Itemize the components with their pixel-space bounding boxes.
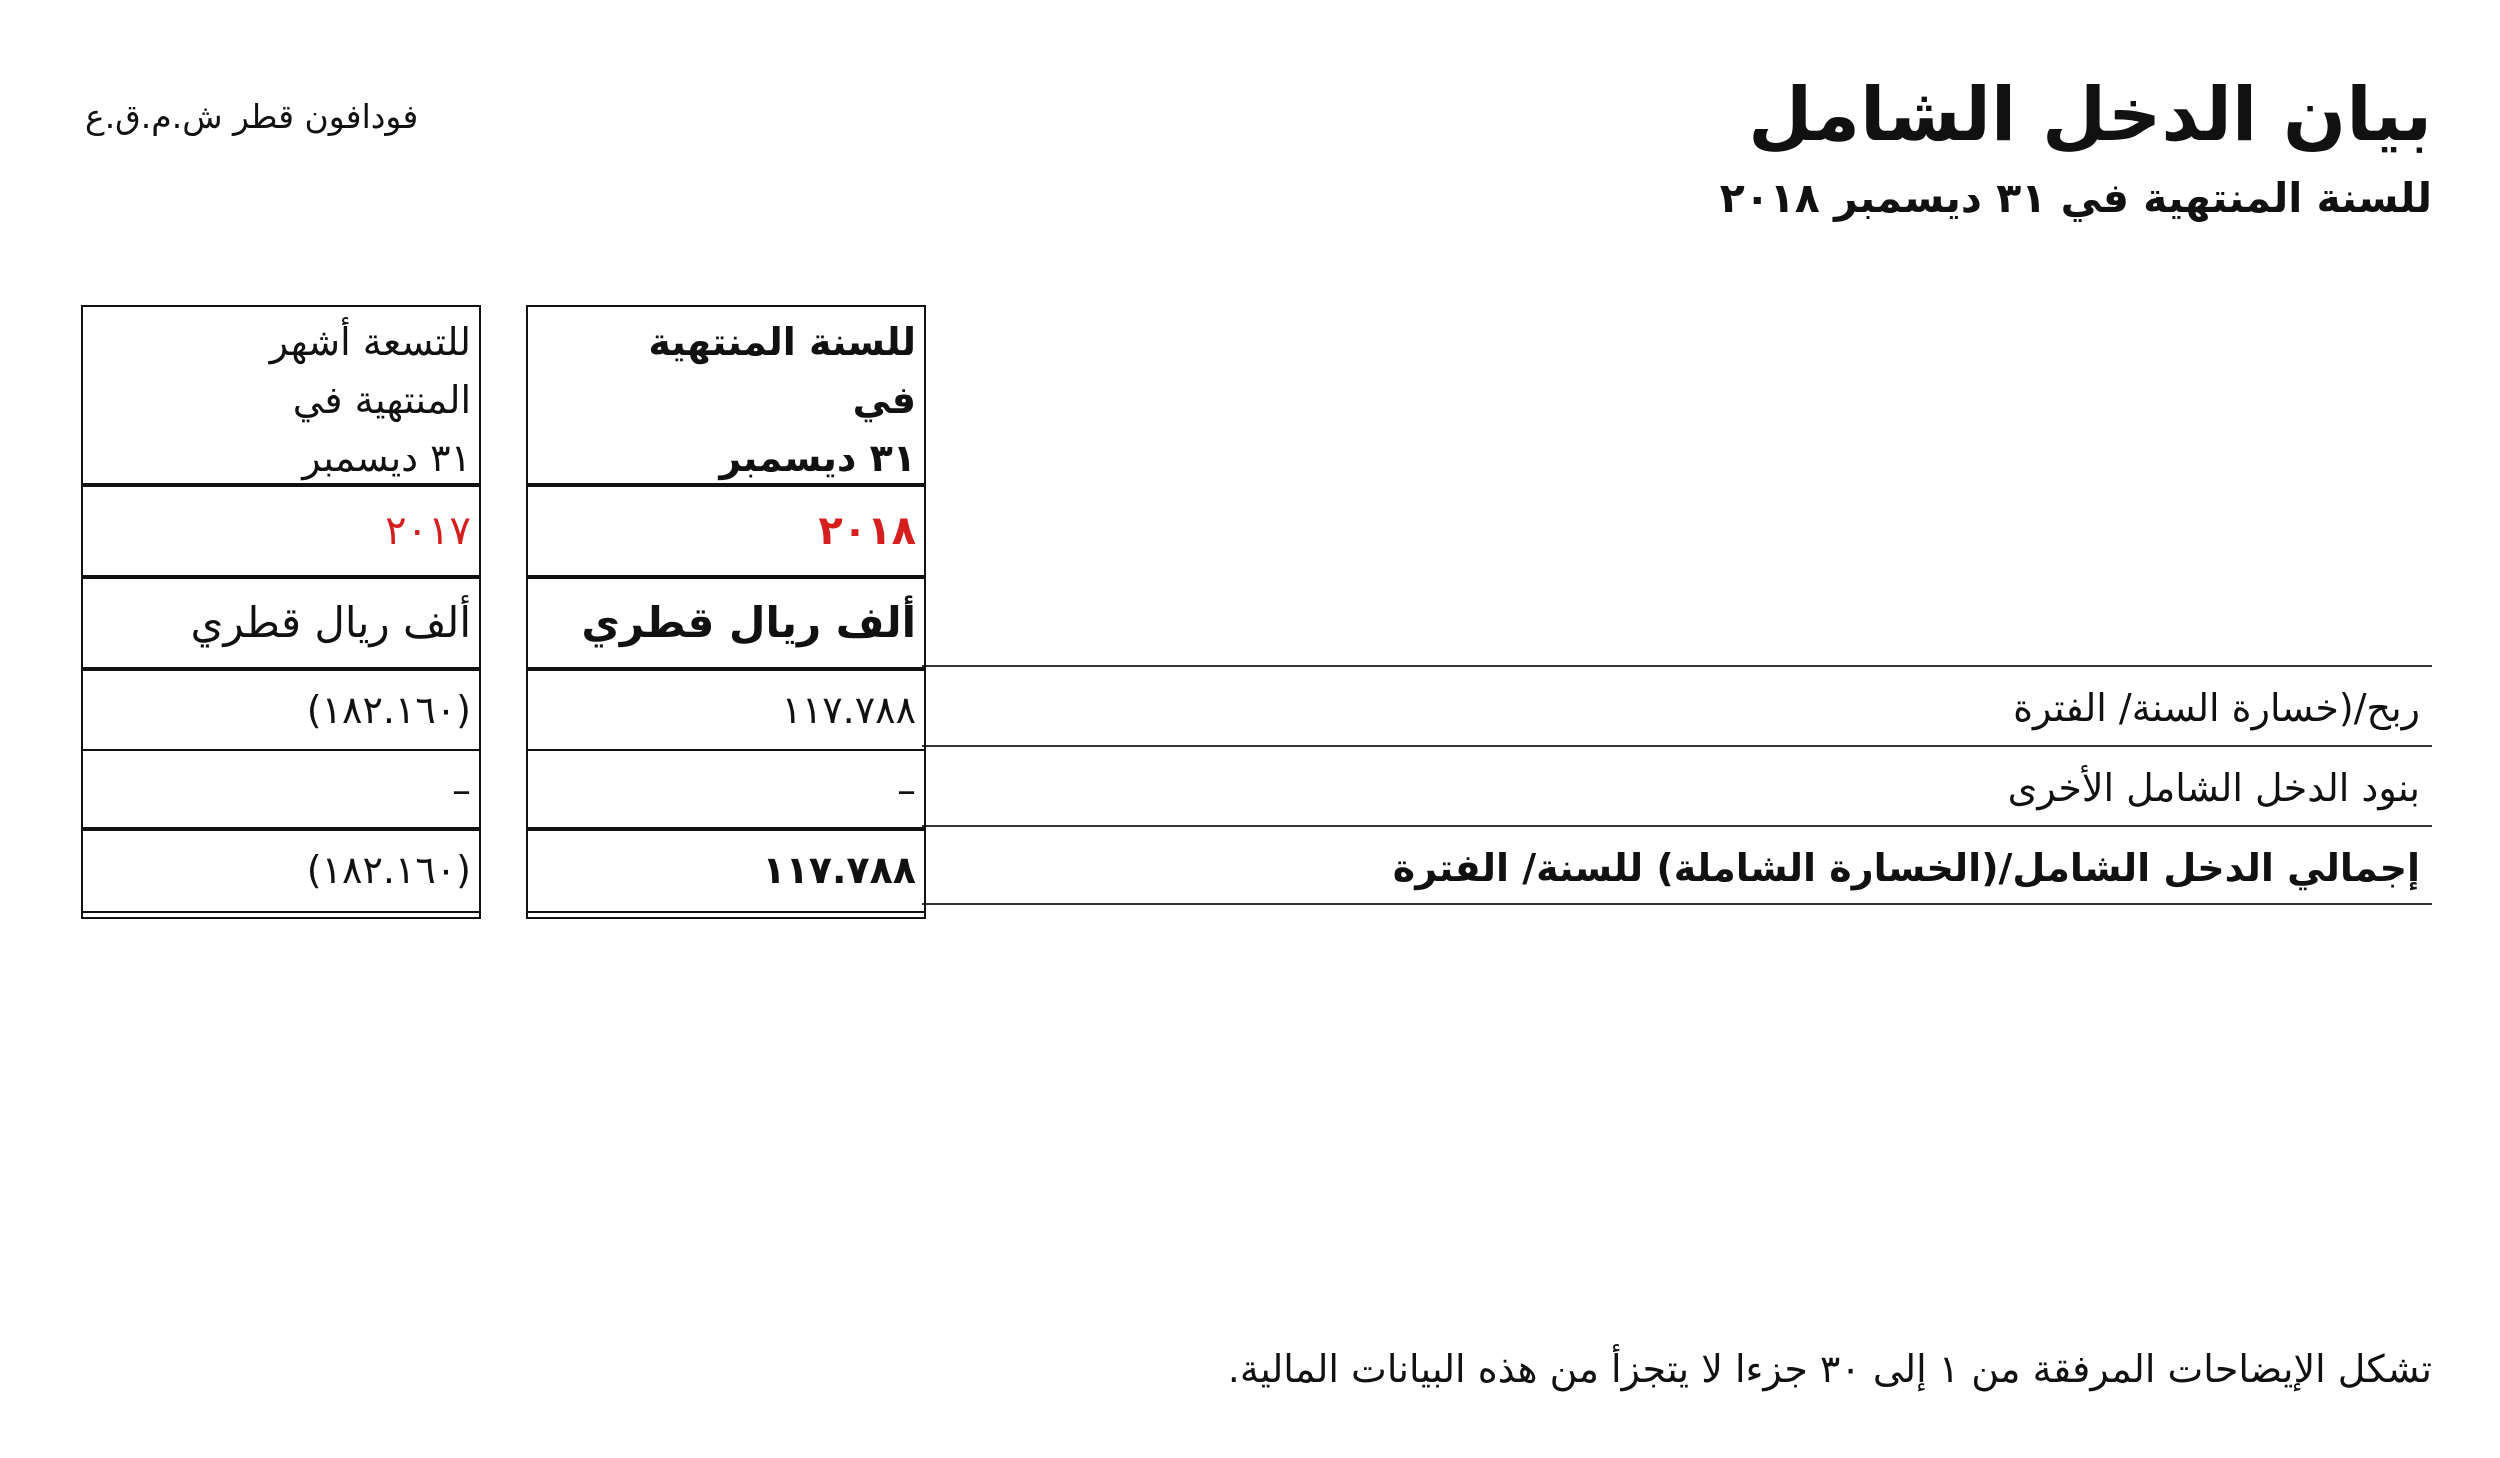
row-divider (922, 745, 2432, 747)
column-header-prior (83, 307, 479, 487)
row-label-other-comprehensive-income: بنود الدخل الشامل الأخرى (2007, 766, 2420, 810)
double-underline (81, 911, 481, 919)
column-header-current (528, 307, 924, 487)
value-prior-profit-loss: (١٨٢.١٦٠) (83, 671, 479, 751)
year-prior: ٢٠١٧ (83, 487, 479, 579)
value-current-profit-loss: ١١٧.٧٨٨ (528, 671, 924, 751)
row-label-total-comprehensive-income: إجمالي الدخل الشامل/(الخسارة الشاملة) للسنة/ الفترة (1392, 846, 2420, 890)
row-divider (922, 903, 2432, 905)
value-current-other-income: – (528, 751, 924, 831)
value-prior-other-income: – (83, 751, 479, 831)
unit-prior: ألف ريال قطري (83, 579, 479, 671)
column-prior-period (81, 305, 481, 919)
header-line: المنتهية في (292, 378, 471, 422)
header-line: للتسعة أشهر (269, 320, 471, 364)
column-current-year (526, 305, 926, 919)
statement-subtitle: للسنة المنتهية في ٣١ ديسمبر ٢٠١٨ (1719, 174, 2432, 222)
header-line: ٣١ ديسمبر (302, 436, 471, 480)
value-current-total: ١١٧.٧٨٨ (762, 848, 916, 892)
row-divider (922, 665, 2432, 667)
value-prior-total: (١٨٢.١٦٠) (306, 848, 471, 892)
header-line: ٣١ ديسمبر (719, 436, 916, 480)
row-label-profit-loss: ربح/(خسارة السنة/ الفترة (2013, 686, 2420, 730)
unit-current: ألف ريال قطري (528, 579, 924, 671)
header-line: في (852, 378, 916, 422)
company-name: فودافون قطر ش.م.ق.ع (85, 97, 419, 136)
row-divider (922, 825, 2432, 827)
header-line: للسنة المنتهية (648, 320, 916, 364)
statement-title: بيان الدخل الشامل (1748, 72, 2432, 158)
year-current: ٢٠١٨ (528, 487, 924, 579)
double-underline (526, 911, 926, 919)
footnote: تشكل الإيضاحات المرفقة من ١ إلى ٣٠ جزءا لا يتجزأ من هذه البيانات المالية. (1227, 1347, 2432, 1391)
